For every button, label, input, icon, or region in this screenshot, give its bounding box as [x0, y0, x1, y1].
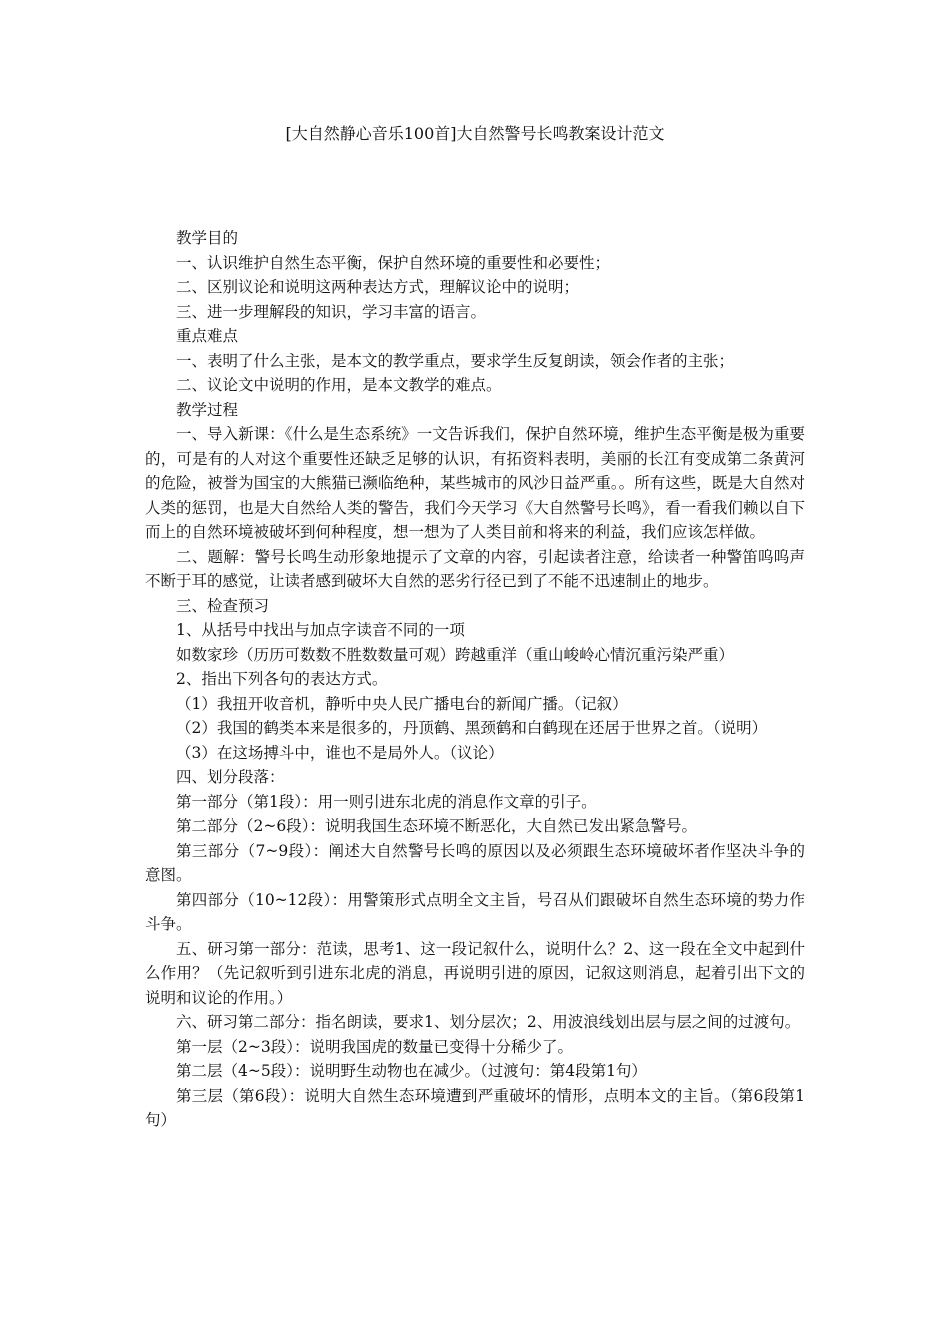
- paragraph: 第四部分（10~12段）：用警策形式点明全文主旨，号召从们跟破坏自然生态环境的势力作斗争。: [145, 890, 805, 933]
- paragraph: 教学过程: [176, 400, 239, 419]
- paragraph: 第三部分（7~9段）：阐述大自然警号长鸣的原因以及必须跟生态环境破坏者作坚决斗争的意图。: [145, 841, 805, 884]
- paragraph: 第二部分（2~6段）：说明我国生态环境不断恶化，大自然已发出紧急警号。: [176, 817, 697, 835]
- paragraph: 第三层（第6段）：说明大自然生态环境遭到严重破坏的情形，点明本文的主旨。（第6段第1句）: [145, 1086, 805, 1129]
- paragraph: 2、指出下列各句的表达方式。: [176, 670, 388, 688]
- paragraph: （3）在这场搏斗中，谁也不是局外人。（议论）: [176, 743, 504, 762]
- paragraph: 1、从括号中找出与加点字读音不同的一项: [176, 621, 465, 639]
- paragraph: （1）我扭开收音机，静听中央人民广播电台的新闻广播。（记叙）: [176, 694, 628, 713]
- paragraph: 三、检查预习: [176, 596, 270, 615]
- paragraph: 二、题解：警号长鸣生动形象地提示了文章的内容，引起读者注意，给读者一种警笛呜呜声不断于耳的感觉，让读者感到破坏大自然的恶劣行径已到了不能不迅速制止的地步。: [145, 547, 805, 590]
- paragraph: （2）我国的鹤类本来是很多的，丹顶鹤、黑颈鹤和白鹤现在还居于世界之首。（说明）: [176, 719, 768, 737]
- paragraph: 五、研习第一部分：范读，思考1、这一段记叙什么，说明什么？2、这一段在全文中起到什么作用？（先记叙听到引进东北虎的消息，再说明引进的原因，记叙这则消息，起着引出下文的说明和议论的作用。）: [145, 939, 805, 1007]
- paragraph: 第一部分（第1段）：用一则引进东北虎的消息作文章的引子。: [176, 792, 597, 811]
- paragraph: 重点难点: [176, 327, 239, 345]
- paragraph: 第一层（2~3段）：说明我国虎的数量已变得十分稀少了。: [176, 1037, 573, 1056]
- paragraph: 教学目的: [176, 229, 239, 247]
- paragraph: 三、进一步理解段的知识，学习丰富的语言。: [176, 302, 487, 321]
- paragraph: 一、导入新课：《什么是生态系统》一文告诉我们，保护自然环境，维护生态平衡是极为重要的，可是有的人对这个重要性还缺乏足够的认识，有拓资料表明，美丽的长江有变成第二条黄河的危险，被誉为国宝的大熊猫已濒临绝种，某些城市的风沙日益严重。。所有这些，既是大自然对人类的惩罚，也是大自然给人类的警告，我们今天学习《大自然警号长鸣》，看一看我们赖以自下而上的自然环境被破坏到何种程度，想一想为了人类目前和将来的利益，我们应该怎样做。: [145, 425, 805, 541]
- paragraph: 二、区别议论和说明这两种表达方式，理解议论中的说明；: [176, 278, 580, 296]
- document-body: [145, 226, 805, 1133]
- paragraph: 六、研习第二部分：指名朗读，要求1、划分层次；2、用波浪线划出层与层之间的过渡句。: [176, 1013, 801, 1031]
- paragraph: 如数家珍（历历可数数不胜数数量可观）跨越重洋（重山峻岭心情沉重污染严重）: [176, 645, 735, 664]
- paragraph: 一、认识维护自然生态平衡，保护自然环境的重要性和必要性；: [176, 253, 611, 272]
- paragraph: 四、划分段落：: [176, 768, 285, 786]
- paragraph: 一、表明了什么主张，是本文的教学重点，要求学生反复朗读，领会作者的主张；: [176, 351, 735, 370]
- paragraph: 二、议论文中说明的作用，是本文教学的难点。: [176, 376, 502, 394]
- paragraph: 第二层（4~5段）：说明野生动物也在减少。（过渡句：第4段第1句）: [176, 1062, 647, 1080]
- document-title: [大自然静心音乐100首]大自然警号长鸣教案设计范文: [285, 124, 665, 143]
